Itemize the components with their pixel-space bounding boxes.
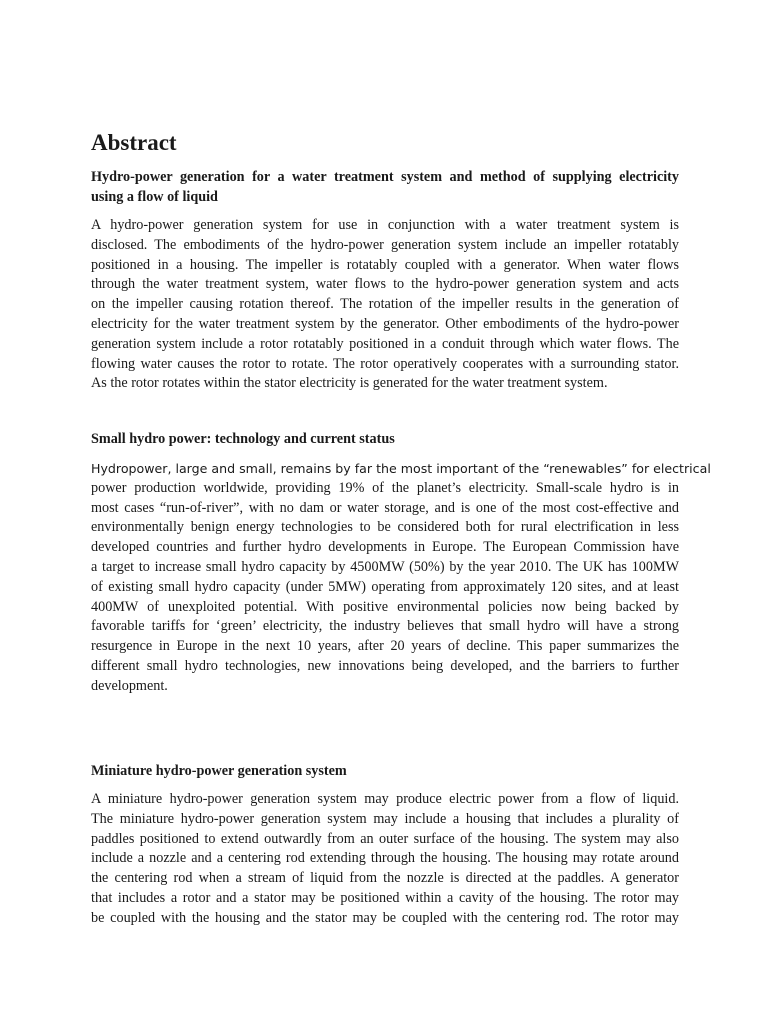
text-line: a target to increase small hydro capacity by 4500MW (50%) by the year 2010. The UK has 100MW [91,558,679,575]
text-line: A miniature hydro-power generation system may produce electric power from a flow of liquid. [91,791,679,807]
text-line: different small hydro technologies, new innovations being developed, and the barriers to further [91,657,679,674]
text-line: paddles positioned to extend outwardly from an outer surface of the housing. The system may also [91,830,679,847]
text-line: resurgence in Europe in the next 10 years, after 20 years of decline. This paper summarizes the [91,638,679,655]
text-line: Hydropower, large and small, remains by far the most important of the “renewables” for electrical [91,461,711,476]
text-line: flowing water causes the rotor to rotate. The rotor operatively cooperates with a surrounding stator. [91,355,679,372]
heading-line: using a flow of liquid [91,188,218,205]
text-line: development. [91,677,168,694]
text-line: environmentally benign energy technologies to be considered both for rural electrification in less [91,519,679,536]
text-line: 400MW of unexploited potential. With positive environmental policies now being backed by [91,598,679,615]
text-line: the centering rod when a stream of liquid from the nozzle is directed at the paddles. A generator [91,870,679,887]
text-line: The miniature hydro-power generation system may include a housing that includes a plurality of [91,810,679,827]
text-line: positioned in a housing. The impeller is rotatably coupled with a generator. When water flows [91,256,679,273]
text-line: electricity for the water treatment system by the generator. Other embodiments of the hydro-power [91,315,679,332]
text-line: generation system include a rotor rotatably positioned in a conduit through which water flows. The [91,335,679,352]
text-line: power production worldwide, providing 19% of the planet’s electricity. Small-scale hydro is in [91,479,679,496]
text-line: through the water treatment system, water flows to the hydro-power generation system and acts [91,276,679,293]
text-line: As the rotor rotates within the stator electricity is generated for the water treatment system. [91,375,608,392]
section-paragraph-miniature-hydro-power [91,790,679,929]
text-line: disclosed. The embodiments of the hydro-power generation system include an impeller rotatably [91,236,679,253]
text-line: include a nozzle and a centering rod extending through the housing. The housing may rotate around [91,850,679,867]
page-title: Abstract [91,130,177,155]
text-line: A hydro-power generation system for use in conjunction with a water treatment system is [91,217,679,233]
section-paragraph-hydro-power-water-treatment [91,216,679,394]
text-line: be coupled with the housing and the stator may be coupled with the centering rod. The rotor may [91,909,679,926]
text-line: that includes a rotor and a stator may be positioned within a cavity of the housing. The rotor may [91,889,679,906]
section-heading-hydro-power-water-treatment [91,168,679,208]
text-line: developed countries and further hydro developments in Europe. The European Commission have [91,539,679,556]
text-line: most cases “run-of-river”, with no dam or water storage, and is one of the most cost-effective and [91,499,679,516]
section-heading-miniature-hydro-power: Miniature hydro-power generation system [91,763,347,779]
text-line: on the impeller causing rotation thereof. The rotation of the impeller results in the generation of [91,296,679,313]
text-line: favorable tariffs for ‘green’ electricity, the industry believes that small hydro will have a strong [91,618,679,635]
section-heading-small-hydro-power: Small hydro power: technology and current status [91,431,395,447]
heading-line: Hydro-power generation for a water treatment system and method of supplying electricity [91,169,679,185]
section-paragraph-small-hydro-power [91,459,711,697]
text-line: of existing small hydro capacity (under 5MW) operating from approximately 120 sites, and at least [91,578,679,595]
